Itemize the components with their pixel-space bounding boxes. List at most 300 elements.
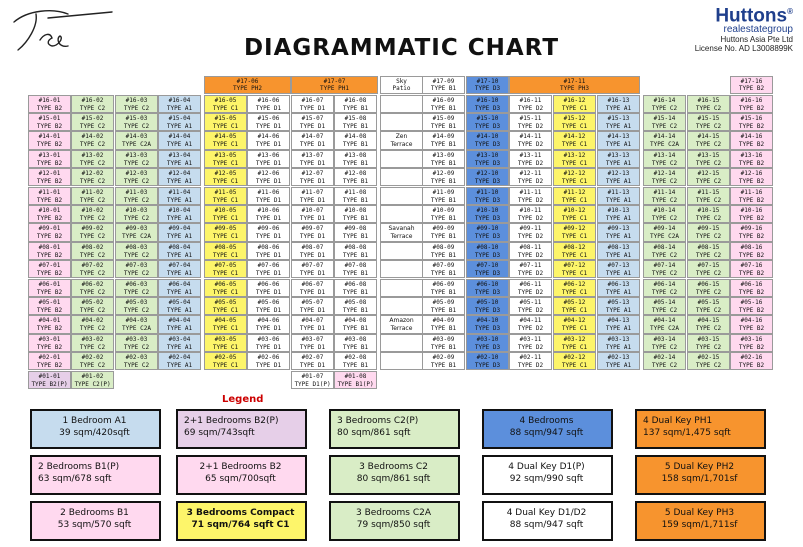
unit-15-12: #15-12 TYPE C1	[553, 113, 596, 131]
unit-13-02: #13-02 TYPE C2	[71, 150, 114, 168]
unit-01-01: #01-01 TYPE B2(P)	[28, 371, 71, 389]
unit-08-14: #08-14 TYPE C2	[643, 242, 686, 260]
unit-14-06: #14-06 TYPE D1	[247, 131, 290, 149]
unit-15-06: #15-06 TYPE D1	[247, 113, 290, 131]
legend-item-size: 80 sqm/861 sqft	[337, 428, 411, 438]
unit-02-16: #02-16 TYPE B2	[730, 352, 773, 370]
unit-14-09: #14-09 TYPE B1	[422, 131, 465, 149]
unit-03-10: #03-10 TYPE D3	[466, 334, 509, 352]
unit-04-05: #04-05 TYPE C1	[204, 315, 247, 333]
unit-07-14: #07-14 TYPE C2	[643, 260, 686, 278]
legend-item	[635, 455, 766, 495]
legend-item	[329, 455, 460, 495]
unit-13-15: #13-15 TYPE C2	[687, 150, 730, 168]
legend-item	[30, 409, 161, 449]
legend-item-size: 137 sqm/1,475 sqft	[643, 428, 731, 438]
unit-12-12: #12-12 TYPE C1	[553, 168, 596, 186]
unit-13-16: #13-16 TYPE B2	[730, 150, 773, 168]
unit-06-10: #06-10 TYPE D3	[466, 279, 509, 297]
logo-tagline: realestategroup	[723, 24, 793, 36]
unit-04-16: #04-16 TYPE B2	[730, 315, 773, 333]
unit-11-08: #11-08 TYPE B1	[334, 187, 377, 205]
unit-09-04: #09-04 TYPE A1	[158, 223, 201, 241]
unit-14-16: #14-16 TYPE B2	[730, 131, 773, 149]
unit-17-09: #17-09 TYPE B1	[422, 76, 465, 94]
legend-item-size: 88 sqm/947 sqft	[509, 428, 584, 438]
empty-cell	[380, 242, 423, 260]
unit-13-03: #13-03 TYPE C2	[115, 150, 158, 168]
legend-item-name: 3 Bedrooms C2A	[355, 508, 431, 518]
unit-09-11: #09-11 TYPE D2	[509, 223, 552, 241]
unit-08-09: #08-09 TYPE B1	[422, 242, 465, 260]
unit-09-15: #09-15 TYPE C2	[687, 223, 730, 241]
unit-16-05: #16-05 TYPE C1	[204, 95, 247, 113]
unit-16-07: #16-07 TYPE D1	[291, 95, 334, 113]
unit-16-08: #16-08 TYPE B1	[334, 95, 377, 113]
unit-11-02: #11-02 TYPE C2	[71, 187, 114, 205]
unit-16-03: #16-03 TYPE C2	[115, 95, 158, 113]
unit-10-08: #10-08 TYPE B1	[334, 205, 377, 223]
unit-10-07: #10-07 TYPE D1	[291, 205, 334, 223]
unit-13-07: #13-07 TYPE D1	[291, 150, 334, 168]
unit-08-07: #08-07 TYPE D1	[291, 242, 334, 260]
unit-05-07: #05-07 TYPE D1	[291, 297, 334, 315]
unit-07-06: #07-06 TYPE D1	[247, 260, 290, 278]
empty-cell	[380, 113, 423, 131]
unit-03-11: #03-11 TYPE D2	[509, 334, 552, 352]
unit-04-13: #04-13 TYPE A1	[597, 315, 640, 333]
unit-05-03: #05-03 TYPE C2	[115, 297, 158, 315]
unit-13-01: #13-01 TYPE B2	[28, 150, 71, 168]
unit-10-14: #10-14 TYPE C2	[643, 205, 686, 223]
empty-cell	[380, 334, 423, 352]
unit-12-05: #12-05 TYPE C1	[204, 168, 247, 186]
legend-item	[482, 455, 613, 495]
unit-10-15: #10-15 TYPE C2	[687, 205, 730, 223]
unit-05-16: #05-16 TYPE B2	[730, 297, 773, 315]
unit-13-12: #13-12 TYPE C1	[553, 150, 596, 168]
unit-10-10: #10-10 TYPE D3	[466, 205, 509, 223]
empty-cell	[380, 352, 423, 370]
empty-cell	[380, 150, 423, 168]
unit-07-05: #07-05 TYPE C1	[204, 260, 247, 278]
unit-09-03: #09-03 TYPE C2A	[115, 223, 158, 241]
unit-09-14: #09-14 TYPE C2A	[643, 223, 686, 241]
empty-cell	[380, 260, 423, 278]
unit-13-14: #13-14 TYPE C2	[643, 150, 686, 168]
unit-05-14: #05-14 TYPE C2	[643, 297, 686, 315]
unit-11-15: #11-15 TYPE C2	[687, 187, 730, 205]
unit-04-15: #04-15 TYPE C2	[687, 315, 730, 333]
unit-11-01: #11-01 TYPE B2	[28, 187, 71, 205]
legend-item	[329, 409, 460, 449]
unit-03-03: #03-03 TYPE C2	[115, 334, 158, 352]
empty-cell	[380, 279, 423, 297]
unit-15-01: #15-01 TYPE B2	[28, 113, 71, 131]
unit-13-10: #13-10 TYPE D3	[466, 150, 509, 168]
legend-item-name: 2+1 Bedrooms B2(P)	[184, 416, 279, 426]
unit-10-12: #10-12 TYPE C1	[553, 205, 596, 223]
unit-06-01: #06-01 TYPE B2	[28, 279, 71, 297]
empty-cell	[380, 297, 423, 315]
unit-05-10: #05-10 TYPE D3	[466, 297, 509, 315]
unit-05-02: #05-02 TYPE C2	[71, 297, 114, 315]
legend-item-size: 53 sqm/570 sqft	[57, 520, 132, 530]
company-name: Huttons Asia Pte Ltd	[720, 35, 793, 45]
unit-04-07: #04-07 TYPE D1	[291, 315, 334, 333]
unit-03-05: #03-05 TYPE C1	[204, 334, 247, 352]
unit-15-05: #15-05 TYPE C1	[204, 113, 247, 131]
unit-02-15: #02-15 TYPE C2	[687, 352, 730, 370]
empty-cell	[380, 187, 423, 205]
unit-04-10: #04-10 TYPE D3	[466, 315, 509, 333]
unit-08-04: #08-04 TYPE A1	[158, 242, 201, 260]
unit-09-07: #09-07 TYPE D1	[291, 223, 334, 241]
unit-12-13: #12-13 TYPE A1	[597, 168, 640, 186]
unit-06-05: #06-05 TYPE C1	[204, 279, 247, 297]
unit-16-12: #16-12 TYPE C1	[553, 95, 596, 113]
unit-13-04: #13-04 TYPE A1	[158, 150, 201, 168]
unit-04-04: #04-04 TYPE A1	[158, 315, 201, 333]
unit-10-02: #10-02 TYPE C2	[71, 205, 114, 223]
unit-15-09: #15-09 TYPE B1	[422, 113, 465, 131]
unit-08-12: #08-12 TYPE C1	[553, 242, 596, 260]
unit-12-07: #12-07 TYPE D1	[291, 168, 334, 186]
unit-09-06: #09-06 TYPE D1	[247, 223, 290, 241]
unit-06-06: #06-06 TYPE D1	[247, 279, 290, 297]
unit-02-08: #02-08 TYPE B1	[334, 352, 377, 370]
unit-14-03: #14-03 TYPE C2A	[115, 131, 158, 149]
unit-05-08: #05-08 TYPE B1	[334, 297, 377, 315]
unit-09-12: #09-12 TYPE C1	[553, 223, 596, 241]
unit-08-11: #08-11 TYPE D2	[509, 242, 552, 260]
unit-01-02: #01-02 TYPE C2(P)	[71, 371, 114, 389]
legend-item-size: 79 sqm/850 sqft	[356, 520, 431, 530]
unit-12-04: #12-04 TYPE A1	[158, 168, 201, 186]
unit-15-03: #15-03 TYPE C2	[115, 113, 158, 131]
unit-14-08: #14-08 TYPE B1	[334, 131, 377, 149]
legend-item-size: 88 sqm/947 sqft	[509, 520, 584, 530]
unit-02-03: #02-03 TYPE C2	[115, 352, 158, 370]
unit-14-04: #14-04 TYPE A1	[158, 131, 201, 149]
unit-02-04: #02-04 TYPE A1	[158, 352, 201, 370]
unit-03-07: #03-07 TYPE D1	[291, 334, 334, 352]
unit-02-07: #02-07 TYPE D1	[291, 352, 334, 370]
unit-09-09: #09-09 TYPE B1	[422, 223, 465, 241]
legend-item	[176, 409, 307, 449]
unit-15-16: #15-16 TYPE B2	[730, 113, 773, 131]
unit-11-03: #11-03 TYPE C2	[115, 187, 158, 205]
page-title: DIAGRAMMATIC CHART	[243, 35, 560, 61]
unit-12-09: #12-09 TYPE B1	[422, 168, 465, 186]
unit-11-04: #11-04 TYPE A1	[158, 187, 201, 205]
unit-07-10: #07-10 TYPE D3	[466, 260, 509, 278]
unit-04-06: #04-06 TYPE D1	[247, 315, 290, 333]
logo-brand: Huttons®	[715, 5, 793, 27]
unit-02-01: #02-01 TYPE B2	[28, 352, 71, 370]
unit-05-04: #05-04 TYPE A1	[158, 297, 201, 315]
unit-12-06: #12-06 TYPE D1	[247, 168, 290, 186]
legend-item-name: 4 Dual Key D1(P)	[508, 462, 585, 472]
unit-11-14: #11-14 TYPE C2	[643, 187, 686, 205]
legend-item-name: 2 Bedrooms B1	[60, 508, 129, 518]
unit-02-09: #02-09 TYPE B1	[422, 352, 465, 370]
unit-03-09: #03-09 TYPE B1	[422, 334, 465, 352]
unit-16-10: #16-10 TYPE D3	[466, 95, 509, 113]
unit-06-11: #06-11 TYPE D2	[509, 279, 552, 297]
unit-13-11: #13-11 TYPE D2	[509, 150, 552, 168]
unit-11-05: #11-05 TYPE C1	[204, 187, 247, 205]
unit-16-09: #16-09 TYPE B1	[422, 95, 465, 113]
unit-06-14: #06-14 TYPE C2	[643, 279, 686, 297]
empty-cell	[380, 95, 423, 113]
unit-02-11: #02-11 TYPE D2	[509, 352, 552, 370]
unit-13-08: #13-08 TYPE B1	[334, 150, 377, 168]
unit-16-15: #16-15 TYPE C2	[687, 95, 730, 113]
unit-10-01: #10-01 TYPE B2	[28, 205, 71, 223]
unit-04-14: #04-14 TYPE C2A	[643, 315, 686, 333]
unit-08-06: #08-06 TYPE D1	[247, 242, 290, 260]
unit-04-01: #04-01 TYPE B2	[28, 315, 71, 333]
unit-04-11: #04-11 TYPE D2	[509, 315, 552, 333]
unit-07-15: #07-15 TYPE C2	[687, 260, 730, 278]
unit-07-11: #07-11 TYPE D2	[509, 260, 552, 278]
unit-06-09: #06-09 TYPE B1	[422, 279, 465, 297]
unit-09-13: #09-13 TYPE A1	[597, 223, 640, 241]
legend-item	[329, 501, 460, 541]
unit-12-15: #12-15 TYPE C2	[687, 168, 730, 186]
unit-06-07: #06-07 TYPE D1	[291, 279, 334, 297]
unit-12-10: #12-10 TYPE D3	[466, 168, 509, 186]
unit-09-02: #09-02 TYPE C2	[71, 223, 114, 241]
unit-07-08: #07-08 TYPE B1	[334, 260, 377, 278]
unit-05-01: #05-01 TYPE B2	[28, 297, 71, 315]
unit-11-09: #11-09 TYPE B1	[422, 187, 465, 205]
unit-14-13: #14-13 TYPE A1	[597, 131, 640, 149]
unit-02-05: #02-05 TYPE C1	[204, 352, 247, 370]
unit-04-03: #04-03 TYPE C2A	[115, 315, 158, 333]
unit-05-09: #05-09 TYPE B1	[422, 297, 465, 315]
legend-item	[176, 455, 307, 495]
legend-item	[635, 501, 766, 541]
unit-09-01: #09-01 TYPE B2	[28, 223, 71, 241]
unit-03-06: #03-06 TYPE D1	[247, 334, 290, 352]
legend-item-name: 4 Dual Key PH1	[643, 416, 713, 426]
unit-06-04: #06-04 TYPE A1	[158, 279, 201, 297]
unit-12-03: #12-03 TYPE C2	[115, 168, 158, 186]
unit-16-02: #16-02 TYPE C2	[71, 95, 114, 113]
legend-item-size: 65 sqm/700sqft	[205, 474, 276, 484]
unit-03-16: #03-16 TYPE B2	[730, 334, 773, 352]
unit-14-02: #14-02 TYPE C2	[71, 131, 114, 149]
unit-12-11: #12-11 TYPE D2	[509, 168, 552, 186]
empty-cell	[380, 205, 423, 223]
unit-08-10: #08-10 TYPE D3	[466, 242, 509, 260]
unit-08-16: #08-16 TYPE B2	[730, 242, 773, 260]
unit-06-08: #06-08 TYPE B1	[334, 279, 377, 297]
unit-08-02: #08-02 TYPE C2	[71, 242, 114, 260]
unit-08-13: #08-13 TYPE A1	[597, 242, 640, 260]
legend-item-name: 1 Bedroom A1	[62, 416, 127, 426]
legend-item-size: 71 sqm/764 sqft C1	[191, 520, 290, 530]
unit-04-09: #04-09 TYPE B1	[422, 315, 465, 333]
unit-03-04: #03-04 TYPE A1	[158, 334, 201, 352]
unit-11-06: #11-06 TYPE D1	[247, 187, 290, 205]
unit-14-01: #14-01 TYPE B2	[28, 131, 71, 149]
unit-02-10: #02-10 TYPE D3	[466, 352, 509, 370]
unit-07-07: #07-07 TYPE D1	[291, 260, 334, 278]
empty-cell	[380, 168, 423, 186]
unit-06-15: #06-15 TYPE C2	[687, 279, 730, 297]
legend-item-name: 5 Dual Key PH2	[664, 462, 735, 472]
unit-16-06: #16-06 TYPE D1	[247, 95, 290, 113]
unit-14-10: #14-10 TYPE D3	[466, 131, 509, 149]
legend-item-size: 69 sqm/743sqft	[184, 428, 255, 438]
legend-item	[30, 455, 161, 495]
unit-10-11: #10-11 TYPE D2	[509, 205, 552, 223]
unit-11-11: #11-11 TYPE D2	[509, 187, 552, 205]
unit-14-15: #14-15 TYPE C2	[687, 131, 730, 149]
unit-12-16: #12-16 TYPE B2	[730, 168, 773, 186]
unit-12-08: #12-08 TYPE B1	[334, 168, 377, 186]
unit-14-11: #14-11 TYPE D2	[509, 131, 552, 149]
unit-07-09: #07-09 TYPE B1	[422, 260, 465, 278]
legend-item-name: 5 Dual Key PH3	[664, 508, 735, 518]
sky-patio: Sky Patio	[380, 76, 423, 94]
unit-14-12: #14-12 TYPE C1	[553, 131, 596, 149]
unit-16-11: #16-11 TYPE D2	[509, 95, 552, 113]
legend-item	[30, 501, 161, 541]
unit-15-08: #15-08 TYPE B1	[334, 113, 377, 131]
unit-06-12: #06-12 TYPE C1	[553, 279, 596, 297]
unit-03-15: #03-15 TYPE C2	[687, 334, 730, 352]
unit-05-15: #05-15 TYPE C2	[687, 297, 730, 315]
unit-16-14: #16-14 TYPE C2	[643, 95, 686, 113]
legend-item-name: 4 Dual Key D1/D2	[506, 508, 587, 518]
unit-15-07: #15-07 TYPE D1	[291, 113, 334, 131]
unit-10-05: #10-05 TYPE C1	[204, 205, 247, 223]
unit-14-05: #14-05 TYPE C1	[204, 131, 247, 149]
unit-08-08: #08-08 TYPE B1	[334, 242, 377, 260]
unit-06-13: #06-13 TYPE A1	[597, 279, 640, 297]
unit-16-13: #16-13 TYPE A1	[597, 95, 640, 113]
huttons-logo	[695, 2, 793, 53]
unit-04-02: #04-02 TYPE C2	[71, 315, 114, 333]
legend-item	[482, 501, 613, 541]
unit-11-12: #11-12 TYPE C1	[553, 187, 596, 205]
terrace-04: Amazon Terrace	[380, 315, 423, 333]
unit-06-02: #06-02 TYPE C2	[71, 279, 114, 297]
unit-02-12: #02-12 TYPE C1	[553, 352, 596, 370]
unit-09-10: #09-10 TYPE D3	[466, 223, 509, 241]
unit-17-05: #17-06 TYPE PH2	[204, 76, 291, 94]
unit-09-16: #09-16 TYPE B2	[730, 223, 773, 241]
unit-14-14: #14-14 TYPE C2A	[643, 131, 686, 149]
legend-item-name: 3 Bedrooms C2	[359, 462, 428, 472]
unit-08-15: #08-15 TYPE C2	[687, 242, 730, 260]
terrace-09: Savanah Terrace	[380, 223, 423, 241]
legend-title: Legend	[222, 394, 264, 405]
unit-15-15: #15-15 TYPE C2	[687, 113, 730, 131]
unit-11-16: #11-16 TYPE B2	[730, 187, 773, 205]
unit-12-01: #12-01 TYPE B2	[28, 168, 71, 186]
unit-17-07: #17-07 TYPE PH1	[291, 76, 378, 94]
unit-08-05: #08-05 TYPE C1	[204, 242, 247, 260]
legend-item	[482, 409, 613, 449]
unit-07-04: #07-04 TYPE A1	[158, 260, 201, 278]
unit-07-02: #07-02 TYPE C2	[71, 260, 114, 278]
unit-03-14: #03-14 TYPE C2	[643, 334, 686, 352]
unit-05-11: #05-11 TYPE D2	[509, 297, 552, 315]
unit-13-13: #13-13 TYPE A1	[597, 150, 640, 168]
legend-item-name: 2 Bedrooms B1(P)	[38, 462, 120, 472]
legend-item-name: 2+1 Bedrooms B2	[199, 462, 282, 472]
legend-item-name: 3 Bedrooms C2(P)	[337, 416, 419, 426]
unit-10-06: #10-06 TYPE D1	[247, 205, 290, 223]
unit-05-13: #05-13 TYPE A1	[597, 297, 640, 315]
unit-11-10: #11-10 TYPE D3	[466, 187, 509, 205]
unit-15-11: #15-11 TYPE D2	[509, 113, 552, 131]
unit-08-01: #08-01 TYPE B2	[28, 242, 71, 260]
legend-item	[176, 501, 307, 541]
unit-12-14: #12-14 TYPE C2	[643, 168, 686, 186]
unit-05-05: #05-05 TYPE C1	[204, 297, 247, 315]
unit-05-06: #05-06 TYPE D1	[247, 297, 290, 315]
unit-03-01: #03-01 TYPE B2	[28, 334, 71, 352]
unit-02-06: #02-06 TYPE D1	[247, 352, 290, 370]
unit-07-03: #07-03 TYPE C2	[115, 260, 158, 278]
unit-15-10: #15-10 TYPE D3	[466, 113, 509, 131]
unit-13-09: #13-09 TYPE B1	[422, 150, 465, 168]
unit-11-07: #11-07 TYPE D1	[291, 187, 334, 205]
unit-16-01: #16-01 TYPE B2	[28, 95, 71, 113]
unit-08-03: #08-03 TYPE C2	[115, 242, 158, 260]
unit-13-05: #13-05 TYPE C1	[204, 150, 247, 168]
unit-15-02: #15-02 TYPE C2	[71, 113, 114, 131]
unit-02-14: #02-14 TYPE C2	[643, 352, 686, 370]
unit-03-12: #03-12 TYPE C1	[553, 334, 596, 352]
unit-17-11: #17-11 TYPE PH3	[509, 76, 640, 94]
unit-10-09: #10-09 TYPE B1	[422, 205, 465, 223]
unit-13-06: #13-06 TYPE D1	[247, 150, 290, 168]
unit-04-12: #04-12 TYPE C1	[553, 315, 596, 333]
unit-16-16: #16-16 TYPE B2	[730, 95, 773, 113]
unit-06-16: #06-16 TYPE B2	[730, 279, 773, 297]
unit-07-13: #07-13 TYPE A1	[597, 260, 640, 278]
unit-10-04: #10-04 TYPE A1	[158, 205, 201, 223]
unit-12-02: #12-02 TYPE C2	[71, 168, 114, 186]
legend-item-name: 3 Bedrooms Compact	[186, 508, 295, 518]
unit-15-04: #15-04 TYPE A1	[158, 113, 201, 131]
unit-02-02: #02-02 TYPE C2	[71, 352, 114, 370]
legend-item-size: 158 sqm/1,701sf	[661, 474, 738, 484]
unit-17-16: #17-16 TYPE B2	[730, 76, 773, 94]
unit-03-08: #03-08 TYPE B1	[334, 334, 377, 352]
terrace-14: Zen Terrace	[380, 131, 423, 149]
unit-09-08: #09-08 TYPE B1	[334, 223, 377, 241]
unit-01-08: #01-08 TYPE B1(P)	[334, 371, 377, 389]
legend-item-size: 63 sqm/678 sqft	[38, 474, 112, 484]
legend-item	[635, 409, 766, 449]
legend-item-name: 4 Bedrooms	[519, 416, 574, 426]
unit-16-04: #16-04 TYPE A1	[158, 95, 201, 113]
unit-05-12: #05-12 TYPE C1	[553, 297, 596, 315]
unit-15-14: #15-14 TYPE C2	[643, 113, 686, 131]
unit-17-10: #17-10 TYPE D3	[466, 76, 509, 94]
unit-14-07: #14-07 TYPE D1	[291, 131, 334, 149]
unit-15-13: #15-13 TYPE A1	[597, 113, 640, 131]
unit-09-05: #09-05 TYPE C1	[204, 223, 247, 241]
